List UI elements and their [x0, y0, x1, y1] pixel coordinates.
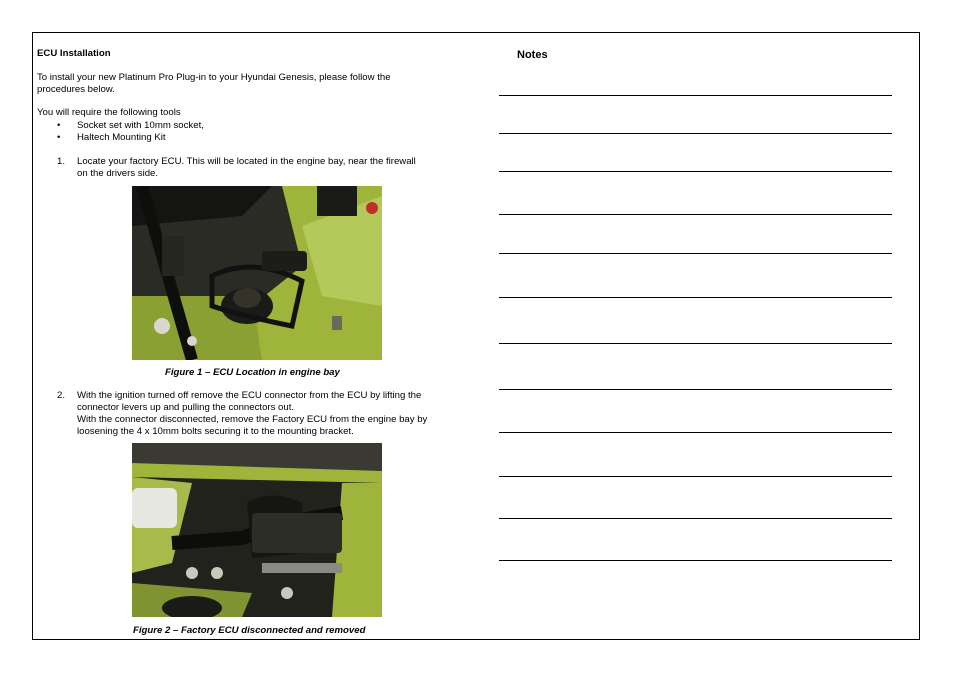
notes-line: [499, 432, 892, 433]
step-1-line-2: on the drivers side.: [77, 168, 159, 179]
intro-line-1: To install your new Platinum Pro Plug-in to your Hyundai Genesis, please follow the: [37, 72, 391, 83]
notes-line: [499, 476, 892, 477]
tool-item: Haltech Mounting Kit: [77, 132, 166, 143]
notes-line: [499, 253, 892, 254]
notes-line: [499, 133, 892, 134]
bullet-icon: •: [57, 132, 61, 143]
step-number: 1.: [57, 156, 66, 167]
notes-line: [499, 171, 892, 172]
figure-1-photo: [132, 186, 382, 360]
notes-line: [499, 389, 892, 390]
step-2-line-2: connector levers up and pulling the connectors out.: [77, 402, 295, 413]
step-2-line-3: With the connector disconnected, remove the Factory ECU from the engine bay by: [77, 414, 428, 425]
figure-2-photo: [132, 443, 382, 617]
intro-line-2: procedures below.: [37, 84, 115, 95]
tools-intro: You will require the following tools: [37, 107, 181, 118]
notes-line: [499, 214, 892, 215]
figure-2-caption: Figure 2 – Factory ECU disconnected and removed: [133, 625, 366, 636]
notes-line: [499, 343, 892, 344]
figure-1-caption: Figure 1 – ECU Location in engine bay: [165, 367, 340, 378]
section-heading: ECU Installation: [37, 48, 111, 59]
step-2-line-4: loosening the 4 x 10mm bolts securing it to the mounting bracket.: [77, 426, 354, 437]
notes-line: [499, 297, 892, 298]
tool-item: Socket set with 10mm socket,: [77, 120, 204, 131]
notes-line: [499, 560, 892, 561]
step-number: 2.: [57, 390, 66, 401]
step-2-line-1: With the ignition turned off remove the ECU connector from the ECU by lifting the: [77, 390, 422, 401]
bullet-icon: •: [57, 120, 61, 131]
notes-line: [499, 95, 892, 96]
notes-line: [499, 518, 892, 519]
notes-heading: Notes: [517, 49, 548, 61]
step-1-line-1: Locate your factory ECU. This will be located in the engine bay, near the firewall: [77, 156, 416, 167]
